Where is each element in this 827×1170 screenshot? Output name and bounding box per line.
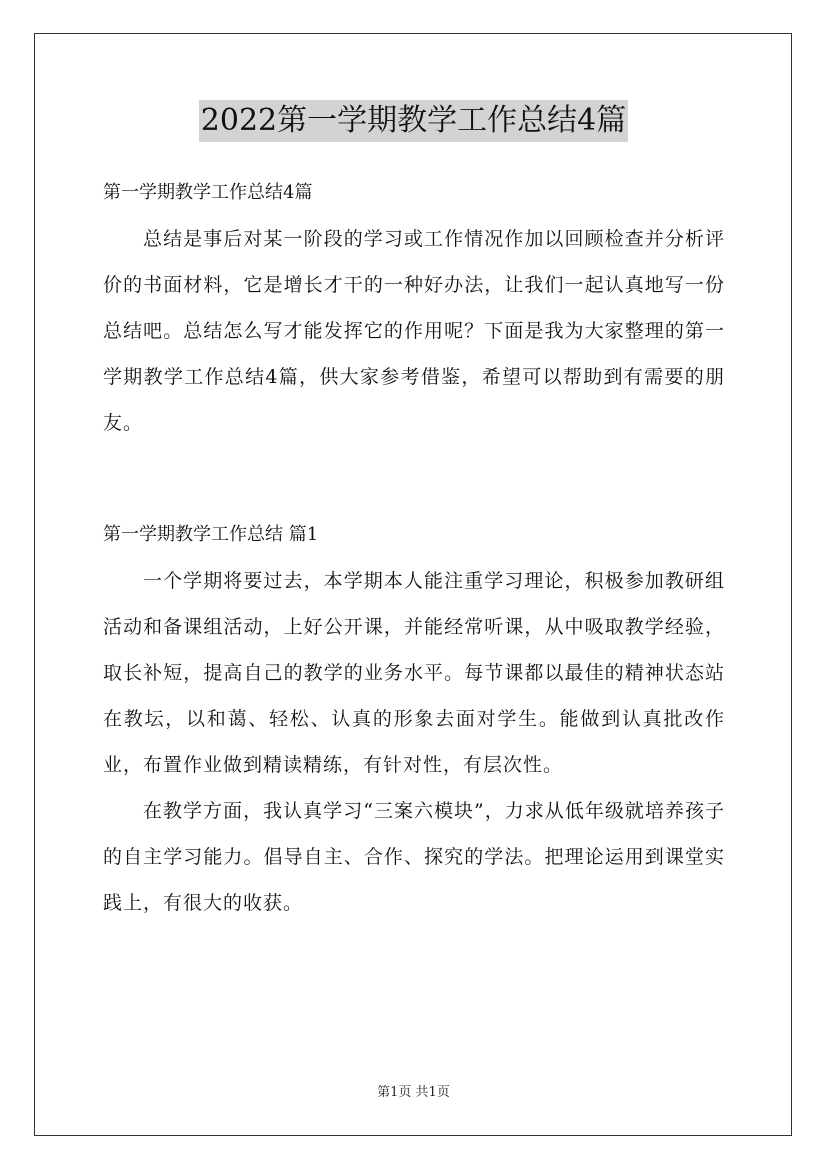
intro-heading: 第一学期教学工作总结4篇 [103,182,313,203]
page-number: 第1页 共1页 [377,1085,450,1100]
section-heading: 第一学期教学工作总结 篇1 [103,524,319,545]
body-paragraph-1: 一个学期将要过去，本学期本人能注重学习理论，积极参加教研组活动和备课组活动，上好公开课，并能经常听课，从中吸取教学经验，取长补短，提高自己的教学的业务水平。每节课都以最佳的精神状态站在教坛，以和蔼、轻松、认真的形象去面对学生。能做到认真批改作业，布置作业做到精读精练，有针对性，有层次性。 [103,570,725,776]
document-title: 2022第一学期教学工作总结4篇 [199,100,628,142]
document-body [103,170,725,926]
body-paragraph-2: 在教学方面，我认真学习“三案六模块”，力求从低年级就培养孩子的自主学习能力。倡导自主、合作、探究的学法。把理论运用到课堂实践上，有很大的收获。 [103,800,725,914]
intro-paragraph: 总结是事后对某一阶段的学习或工作情况作加以回顾检查并分析评价的书面材料，它是增长才干的一种好办法，让我们一起认真地写一份总结吧。总结怎么写才能发挥它的作用呢？下面是我为大家整理的第一学期教学工作总结4篇，供大家参考借鉴，希望可以帮助到有需要的朋友。 [103,228,725,434]
document-title-wrapper [0,100,827,146]
